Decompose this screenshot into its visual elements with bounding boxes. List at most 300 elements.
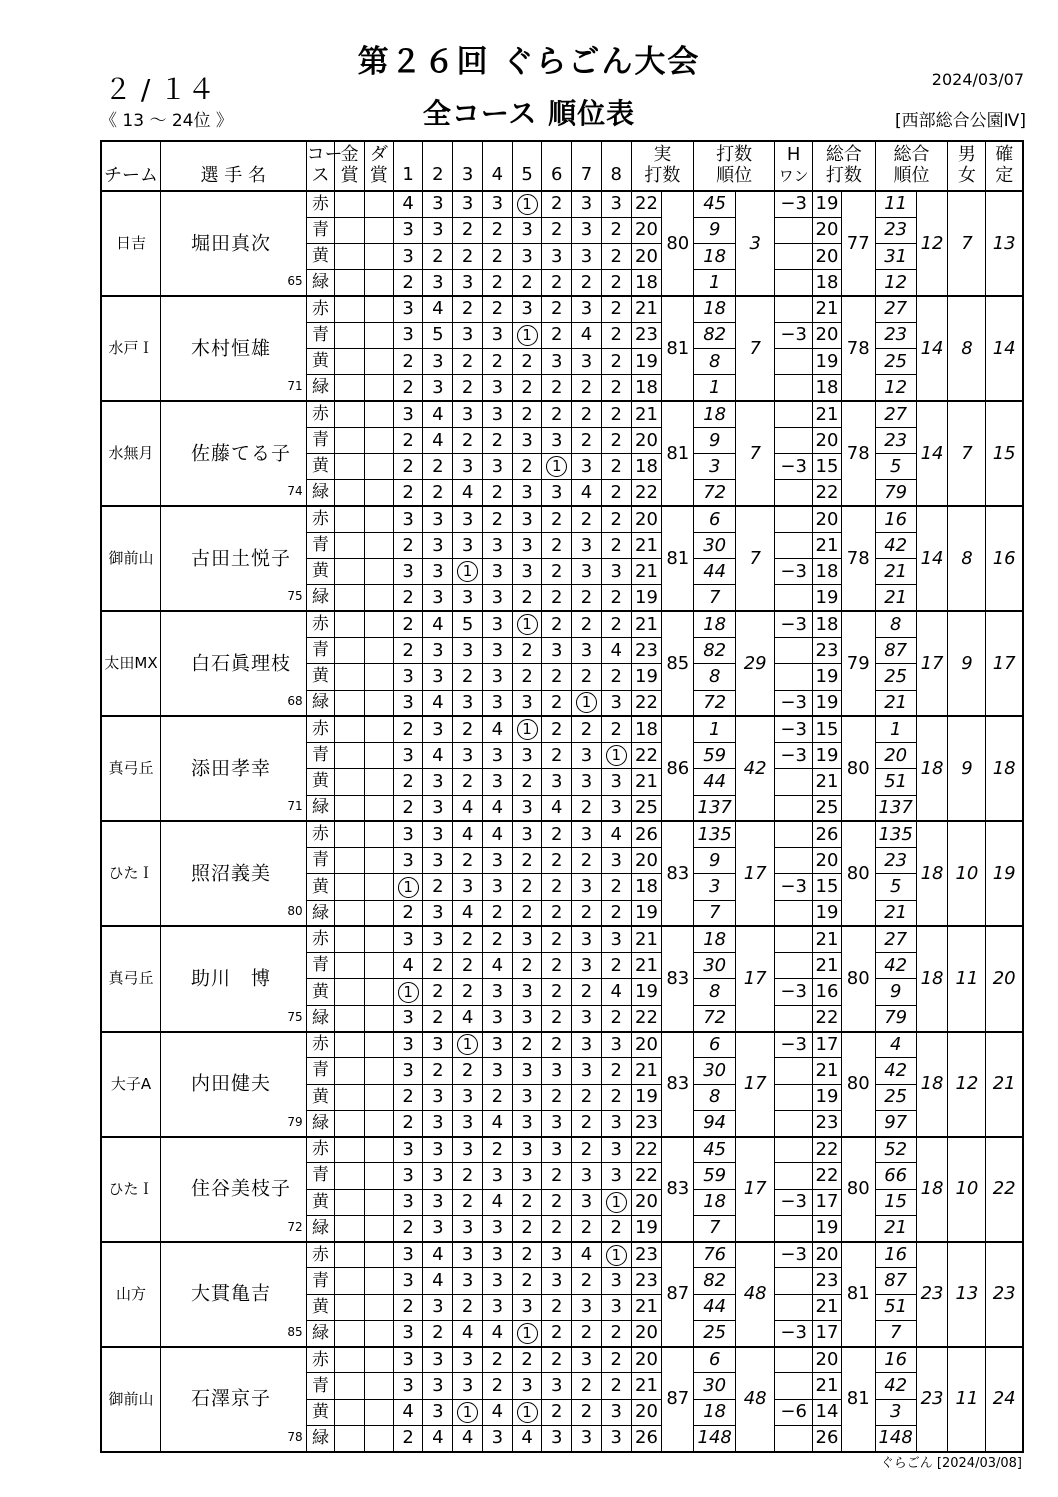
hole-value: 3 [402,219,414,241]
player-age: 72 [287,1219,303,1234]
hole-in-one-bonus: −3 [775,454,813,480]
hole-value: 3 [580,560,593,582]
hole-score [572,322,602,348]
hole-in-one-bonus [775,585,813,611]
gender-rank: 9 [948,611,986,716]
hole-value: 3 [610,1270,622,1292]
hole-score [453,1373,483,1399]
hole-value: 4 [461,902,474,924]
course-total: 20 [631,217,662,243]
course-rank: 148 [694,1425,736,1451]
hole-score [482,349,512,375]
hole-value: 2 [461,245,474,267]
hole-value: 3 [432,1296,444,1318]
net-score: 22 [813,1137,842,1163]
hole-value: 3 [432,508,444,530]
hole-value: 5 [432,324,444,346]
course-cell: 緑 [306,480,335,506]
net-score: 19 [813,664,842,690]
hole-score [512,1373,542,1399]
hole-score [601,1084,631,1110]
hole-value: 2 [402,770,414,792]
hole-in-one-mark: 1 [398,877,419,898]
hole-score [601,611,631,637]
course-cell: 黄 [306,769,335,795]
hole-score [601,1347,631,1373]
hole-score [601,454,631,480]
hole-score [453,743,483,769]
hole-score [601,821,631,847]
course-total: 23 [631,638,662,664]
da-cell [365,664,394,690]
hole-value: 2 [610,613,622,635]
hole-in-one-mark: 1 [606,1192,627,1213]
final-rank: 20 [986,926,1023,1031]
hole-in-one-bonus: −3 [775,743,813,769]
gold-cell [335,664,365,690]
hole-in-one-bonus [775,664,813,690]
hole-score [601,848,631,874]
col-hole-7: 7 [572,141,602,191]
hole-score [393,1032,423,1058]
hole-score [482,1320,512,1346]
hole-value: 3 [491,691,504,713]
team-cell: 日吉 [101,191,160,296]
hole-value: 2 [521,271,533,293]
hole-score [453,454,483,480]
hole-value: 3 [521,1007,533,1029]
hole-score [601,1005,631,1031]
hole-score [482,1058,512,1084]
hole-in-one-bonus [775,953,813,979]
hole-score [512,743,542,769]
course-cell: 黄 [306,244,335,270]
hole-score [482,454,512,480]
hole-score [542,480,572,506]
hole-value: 2 [402,1296,414,1318]
da-cell [365,585,394,611]
hole-value: 3 [432,560,444,582]
hole-value: 2 [610,902,622,924]
hole-score [572,1242,602,1268]
hole-score [512,375,542,401]
hole-in-one-bonus [775,1137,813,1163]
course-cell: 緑 [306,1320,335,1346]
hole-score [572,716,602,742]
hole-value: 3 [491,193,504,215]
hole-value: 2 [610,876,622,898]
course-total: 20 [631,848,662,874]
course-total: 20 [631,1032,662,1058]
hole-score [572,270,602,296]
hole-value: 3 [432,928,444,950]
hole-value: 3 [580,245,593,267]
hole-score [393,1320,423,1346]
hole-value: 3 [432,534,444,556]
hole-score [423,821,453,847]
hole-value: 2 [551,823,563,845]
hole-value: 3 [580,193,593,215]
hole-value: 3 [402,298,414,320]
gold-cell [335,244,365,270]
course-rank: 6 [694,1032,736,1058]
net-rank: 8 [875,611,916,637]
net-score: 19 [813,1084,842,1110]
da-cell [365,690,394,716]
hole-value: 2 [551,403,563,425]
course-rank: 44 [694,559,736,585]
hole-value: 3 [521,508,533,530]
total-strokes: 78 [841,506,875,611]
gold-cell [335,322,365,348]
hole-score [512,926,542,952]
hole-score [423,1373,453,1399]
hole-value: 2 [461,219,474,241]
hole-in-one-bonus: −3 [775,979,813,1005]
hole-score [482,506,512,532]
col-final-rank: 確 定 [986,141,1023,191]
hole-value: 3 [551,770,563,792]
hole-score [482,1032,512,1058]
hole-in-one-mark: 1 [517,614,538,635]
course-cell: 黄 [306,664,335,690]
hole-value: 3 [521,823,533,845]
gold-cell [335,716,365,742]
course-cell: 緑 [306,900,335,926]
hole-score [512,244,542,270]
hole-value: 2 [402,613,414,635]
hole-value: 2 [461,350,474,372]
hole-value: 2 [521,586,533,608]
hole-value: 2 [521,350,533,372]
hole-value: 3 [521,1086,533,1108]
hole-value: 3 [610,1033,622,1055]
player-name-cell [160,1137,306,1242]
player-name-cell [160,401,306,506]
course-total: 20 [631,244,662,270]
hole-value: 3 [580,639,593,661]
actual-total: 86 [662,716,694,821]
course-cell: 緑 [306,1005,335,1031]
total-strokes: 80 [841,1032,875,1137]
gold-cell [335,532,365,558]
hole-value: 2 [402,1427,414,1449]
hole-value: 3 [432,770,444,792]
net-score: 17 [813,1320,842,1346]
da-cell [365,1058,394,1084]
hole-in-one-bonus [775,375,813,401]
hole-value: 2 [521,1244,533,1265]
hole-score [393,1425,423,1451]
hole-value: 4 [432,403,444,425]
hole-value: 4 [521,1427,533,1449]
table-row [101,1242,1023,1268]
hole-value: 2 [432,981,444,1003]
team-cell: 大子A [101,1032,160,1137]
hole-score [393,1347,423,1373]
hole-value: 3 [521,1059,533,1081]
course-rank: 7 [694,1215,736,1241]
hole-score [542,1320,572,1346]
net-score: 21 [813,1373,842,1399]
gold-cell [335,1320,365,1346]
hole-score [542,349,572,375]
hole-score [423,690,453,716]
player-age: 68 [287,694,303,709]
hole-in-one-bonus [775,900,813,926]
table-row [101,401,1023,427]
course-cell: 黄 [306,1399,335,1425]
net-score: 20 [813,322,842,348]
hole-score [572,1215,602,1241]
hole-score [453,244,483,270]
hole-value: 3 [491,981,504,1003]
gold-cell [335,611,365,637]
course-cell: 黄 [306,874,335,900]
gender-rank: 8 [948,506,986,611]
hole-score [542,1084,572,1110]
net-rank: 87 [875,638,916,664]
hole-value: 3 [432,1086,444,1108]
hole-value: 3 [610,1427,622,1449]
hole-value: 2 [402,639,414,661]
hole-value: 4 [432,1270,444,1292]
hole-value: 3 [402,1164,414,1186]
hole-score [393,454,423,480]
gold-cell [335,769,365,795]
hole-value: 3 [491,1427,504,1449]
hole-score [453,1294,483,1320]
hole-value: 3 [610,770,622,792]
total-rank: 18 [916,716,948,821]
hole-score [542,664,572,690]
player-age: 78 [287,1429,303,1444]
hole-score [572,638,602,664]
hole-score [482,427,512,453]
hole-score [423,1320,453,1346]
course-rank: 1 [694,375,736,401]
hole-score [512,427,542,453]
hole-value: 2 [580,796,593,818]
hole-value: 2 [610,324,622,346]
hole-value: 3 [461,534,474,556]
hole-score [393,926,423,952]
team-cell: ひたＩ [101,821,160,926]
hole-score [601,690,631,716]
hole-score [482,1215,512,1241]
hole-value: 3 [580,823,593,845]
course-rank: 59 [694,743,736,769]
net-rank: 31 [875,244,916,270]
player-name-cell [160,1032,306,1137]
hole-score [572,1084,602,1110]
hole-value: 3 [491,665,504,687]
player-name-cell [160,1242,306,1347]
hole-value: 3 [402,1244,414,1265]
hole-score [393,1005,423,1031]
hole-score [393,611,423,637]
hole-score [453,1110,483,1136]
hole-value: 3 [432,1191,444,1213]
net-score: 22 [813,480,842,506]
hole-value: 4 [491,796,504,818]
hole-in-one-bonus [775,217,813,243]
hole-score [572,1110,602,1136]
hole-score [453,979,483,1005]
team-cell: ひたＩ [101,1137,160,1242]
hole-value: 2 [610,219,622,241]
net-score: 18 [813,270,842,296]
hole-value: 4 [432,298,444,320]
hole-score [542,1215,572,1241]
hole-value: 3 [580,954,593,976]
da-cell [365,821,394,847]
hole-score [572,401,602,427]
gold-cell [335,821,365,847]
hole-score [601,532,631,558]
hole-in-one-mark: 1 [398,982,419,1003]
hole-value: 3 [491,1296,504,1318]
hole-value: 3 [461,876,474,898]
hole-score [393,664,423,690]
net-rank: 25 [875,664,916,690]
hole-score [482,611,512,637]
hole-score [423,349,453,375]
hole-value: 2 [580,718,593,740]
hole-value: 3 [402,1007,414,1029]
hole-score [542,979,572,1005]
da-cell [365,638,394,664]
hole-score [453,690,483,716]
hole-value: 2 [551,193,563,215]
course-rank: 59 [694,1163,736,1189]
hole-score [423,848,453,874]
hole-score [512,480,542,506]
hole-value: 4 [432,1427,444,1449]
course-total: 22 [631,480,662,506]
col-gold: 金 賞 [335,141,365,191]
hole-in-one-bonus [775,349,813,375]
hole-in-one-bonus: −3 [775,559,813,585]
course-rank: 137 [694,795,736,821]
hole-value: 2 [491,1138,504,1160]
hole-in-one-bonus: −3 [775,611,813,637]
hole-value: 3 [491,1270,504,1292]
net-score: 20 [813,506,842,532]
total-rank: 23 [916,1347,948,1452]
hole-in-one-bonus: −3 [775,1320,813,1346]
hole-score [482,743,512,769]
hole-value: 3 [580,1427,593,1449]
col-hole-in-one: H ワン [775,141,813,191]
hole-value: 3 [610,1112,622,1134]
hole-value: 2 [580,1322,593,1344]
hole-in-one-bonus [775,401,813,427]
course-cell: 黄 [306,454,335,480]
hole-value: 3 [402,560,414,582]
hole-value: 2 [610,534,622,556]
player-age: 85 [287,1324,303,1339]
hole-score [453,532,483,558]
hole-score [572,743,602,769]
hole-score [572,848,602,874]
player-name-cell [160,506,306,611]
hole-score [423,454,453,480]
player-name: 住谷美枝子 [190,1177,291,1200]
hole-score [423,244,453,270]
hole-value: 3 [432,823,444,845]
hole-score [542,506,572,532]
hole-value: 4 [580,1244,593,1265]
hole-score [512,1294,542,1320]
course-cell: 赤 [306,611,335,637]
hole-score [572,926,602,952]
net-score: 19 [813,585,842,611]
gold-cell [335,454,365,480]
course-total: 22 [631,1137,662,1163]
hole-score [601,506,631,532]
hole-value: 3 [461,1138,474,1160]
hole-score [423,1242,453,1268]
net-score: 19 [813,349,842,375]
hole-value: 4 [402,1401,414,1423]
team-cell: 真弓丘 [101,926,160,1031]
hole-value: 2 [580,1112,593,1134]
course-rank: 1 [694,716,736,742]
hole-score [423,1084,453,1110]
hole-score [482,1242,512,1268]
net-score: 19 [813,191,842,217]
hole-score [572,664,602,690]
net-rank: 12 [875,270,916,296]
hole-score [423,1347,453,1373]
hole-value: 3 [402,1270,414,1292]
hole-score [453,638,483,664]
table-row [101,1137,1023,1163]
net-rank: 137 [875,795,916,821]
hole-value: 2 [491,271,504,293]
hole-score [393,1110,423,1136]
hole-score [482,769,512,795]
hole-value: 2 [580,665,593,687]
course-cell: 青 [306,427,335,453]
net-rank: 21 [875,690,916,716]
course-cell: 黄 [306,979,335,1005]
hole-in-one-mark: 1 [517,1402,538,1423]
course-cell: 赤 [306,926,335,952]
hole-score [393,401,423,427]
final-rank: 23 [986,1242,1023,1347]
hole-value: 3 [461,271,474,293]
hole-score [512,769,542,795]
hole-value: 3 [491,1059,504,1081]
total-rank: 14 [916,296,948,401]
event-date: 2024/03/07 [931,70,1024,89]
hole-in-one-bonus [775,427,813,453]
hole-score [601,795,631,821]
hole-value: 3 [580,1349,593,1371]
total-rank: 12 [916,191,948,296]
course-rank: 9 [694,427,736,453]
hole-value: 2 [402,1217,414,1239]
hole-value: 4 [610,639,622,661]
actual-total: 81 [662,296,694,401]
hole-value: 2 [580,508,593,530]
course-total: 21 [631,611,662,637]
col-gender-rank: 男 女 [948,141,986,191]
hole-score [512,585,542,611]
hole-score [601,191,631,217]
